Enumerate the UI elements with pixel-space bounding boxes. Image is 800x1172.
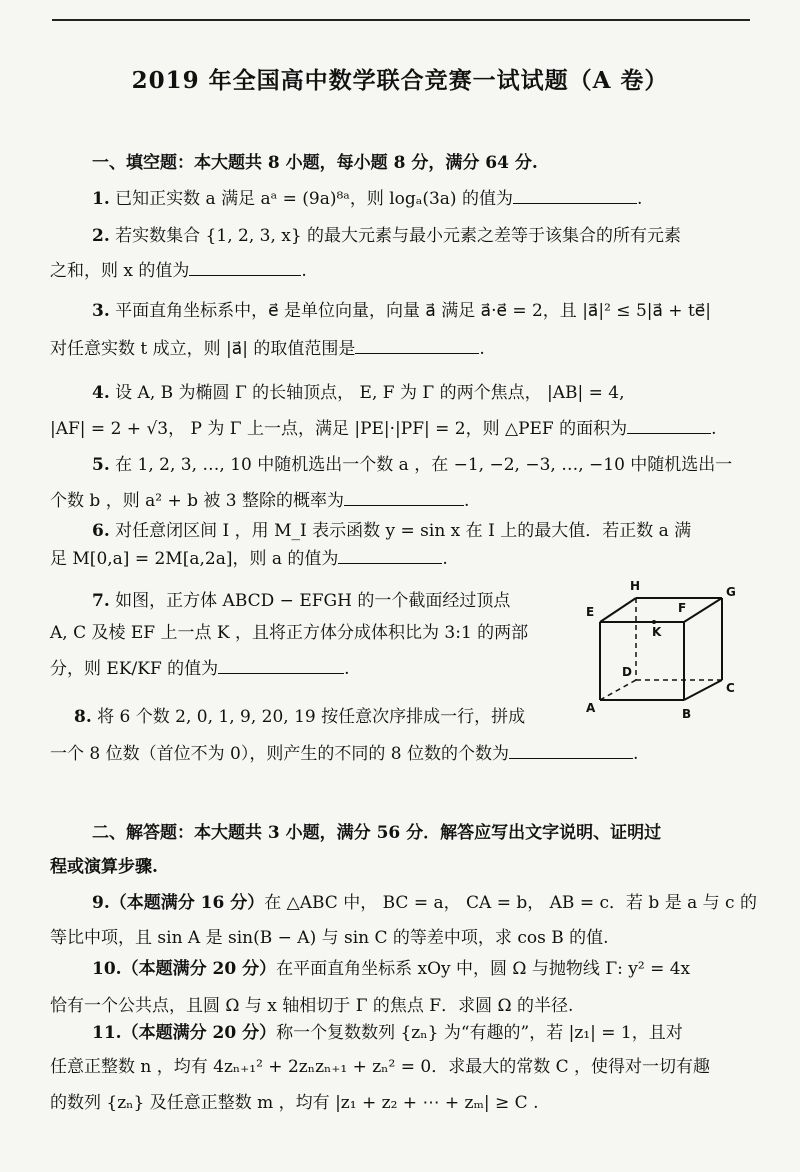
question-text: 足 M[0,a] = 2M[a,2a]，则 a 的值为 [50, 549, 339, 569]
vertex-label-d: D [622, 665, 632, 679]
vertex-label-f: F [678, 601, 687, 615]
question-text: 将 6 个数 2, 0, 1, 9, 20, 19 按任意次序排成一行，拼成 [97, 707, 526, 727]
top-rule [52, 19, 750, 21]
page-title: 2019 年全国高中数学联合竞赛一试试题（A 卷） [131, 67, 669, 94]
vertex-label-c: C [726, 681, 735, 695]
question-text: 若实数集合 {1, 2, 3, x} 的最大元素与最小元素之差等于该集合的所有元素 [115, 226, 682, 246]
problem-text: 在 △ABC 中， BC = a， CA = b， AB = c．若 b 是 a 与 c 的 [264, 893, 757, 913]
period: . [632, 744, 639, 764]
vertex-label-k: K [652, 625, 662, 639]
question-2-line-2 [50, 252, 307, 290]
question-text: 如图，正方体 ABCD − EFGH 的一个截面经过顶点 [115, 591, 511, 611]
question-text: 对任意实数 t 成立，则 |a⃗| 的取值范围是 [50, 339, 356, 359]
question-text: 设 A, B 为椭圆 Γ 的长轴顶点， E, F 为 Γ 的两个焦点， |AB| = 4, [115, 383, 625, 403]
cube-figure [580, 576, 740, 726]
answer-blank [513, 185, 637, 204]
problem-score: （本题满分 20 分） [121, 1023, 277, 1043]
problem-text: 称一个复数数列 {zₙ} 为“有趣的”，若 |z₁| = 1，且对 [276, 1023, 683, 1043]
question-text: 之和，则 x 的值为 [50, 261, 190, 281]
period: . [344, 659, 350, 679]
question-number: 2. [92, 226, 110, 246]
period: . [636, 189, 643, 209]
answer-blank [355, 335, 479, 354]
question-text: 一个 8 位数（首位不为 0），则产生的不同的 8 位数的个数为 [50, 744, 509, 764]
question-text: 对任意闭区间 I ，用 M_I 表示函数 y = sin x 在 I 上的最大值．若正数 a 满 [115, 521, 692, 541]
question-number: 6. [92, 521, 110, 541]
problem-9-line-1 [92, 884, 757, 922]
question-5-line-1 [92, 446, 732, 484]
question-number: 4. [92, 383, 110, 403]
problem-text: 恰有一个公共点，且圆 Ω 与 x 轴相切于 Γ 的焦点 F．求圆 Ω 的半径. [50, 996, 574, 1016]
vertex-label-e: E [586, 605, 595, 619]
problem-11-line-1 [92, 1014, 683, 1052]
vertex-label-g: G [726, 585, 736, 599]
question-text: 个数 b ，则 a² + b 被 3 整除的概率为 [50, 491, 345, 511]
section-heading-fill-in: 一、填空题：本大题共 8 小题，每小题 8 分，满分 64 分. [92, 153, 538, 173]
question-7-line-3 [50, 650, 350, 688]
answer-blank [509, 740, 633, 759]
question-6-line-2 [50, 540, 448, 578]
question-8-line-1 [74, 698, 525, 736]
problem-number: 11. [92, 1023, 122, 1043]
problem-score: （本题满分 16 分） [109, 893, 265, 913]
period: . [464, 491, 470, 511]
question-text: 在 1, 2, 3, …, 10 中随机选出一个数 a ，在 −1, −2, −3, …, −10 中随机选出一 [115, 455, 733, 475]
vertex-label-b: B [682, 707, 692, 721]
problem-11-line-3 [50, 1084, 538, 1122]
question-number: 8. [74, 707, 92, 727]
problem-number: 9. [92, 893, 110, 913]
question-text: 已知正实数 a 满足 aᵃ = (9a)⁸ᵃ，则 logₐ(3a) 的值为 [115, 189, 513, 209]
question-4-line-2 [50, 410, 717, 448]
problem-number: 10. [92, 959, 122, 979]
answer-blank [344, 487, 464, 506]
section-heading-solutions-cont: 程或演算步骤. [50, 857, 158, 877]
problem-text: 的数列 {zₙ} 及任意正整数 m ，均有 |z₁ + z₂ + ⋯ + zₘ| ≥ C . [50, 1093, 539, 1113]
problem-score: （本题满分 20 分） [121, 959, 277, 979]
answer-blank [627, 415, 711, 434]
period: . [711, 419, 717, 439]
question-2-line-1 [92, 217, 681, 255]
question-number: 3. [92, 301, 110, 321]
question-number: 5. [92, 455, 110, 475]
problem-text: 任意正整数 n ，均有 4zₙ₊₁² + 2zₙzₙ₊₁ + zₙ² = 0．求最大的常数 C ，使得对一切有趣 [50, 1057, 711, 1077]
period: . [301, 261, 307, 281]
question-text: |AF| = 2 + √3， P 为 Γ 上一点，满足 |PE|·|PF| = 2，则 △PEF 的面积为 [50, 419, 628, 439]
question-text: 分，则 EK/KF 的值为 [50, 659, 219, 679]
question-8-line-2 [50, 735, 638, 773]
question-3-line-2 [50, 330, 485, 368]
question-text: 平面直角坐标系中，e⃗ 是单位向量，向量 a⃗ 满足 a⃗·e⃗ = 2，且 |a⃗|² ≤ 5|a⃗ + te⃗| [115, 301, 711, 321]
answer-blank [189, 257, 301, 276]
question-4-line-1 [92, 374, 624, 412]
period: . [479, 339, 485, 359]
question-number: 1. [92, 189, 110, 209]
answer-blank [218, 655, 344, 674]
problem-text: 在平面直角坐标系 xOy 中，圆 Ω 与抛物线 Γ: y² = 4x [276, 959, 691, 979]
question-text: A, C 及棱 EF 上一点 K ，且将正方体分成体积比为 3:1 的两部 [50, 623, 529, 643]
question-3-line-1 [92, 292, 711, 330]
answer-blank [338, 545, 442, 564]
problem-text: 等比中项，且 sin A 是 sin(B − A) 与 sin C 的等差中项，求 cos B 的值. [50, 928, 609, 948]
problem-10-line-1 [92, 950, 690, 988]
vertex-label-a: A [586, 701, 596, 715]
question-7-line-2 [50, 614, 528, 652]
vertex-label-h: H [630, 579, 641, 593]
problem-11-line-2 [50, 1048, 710, 1086]
section-heading-solutions: 二、解答题：本大题共 3 小题，满分 56 分．解答应写出文字说明、证明过 [92, 823, 662, 843]
question-1 [92, 180, 642, 218]
period: . [442, 549, 448, 569]
question-number: 7. [92, 591, 110, 611]
